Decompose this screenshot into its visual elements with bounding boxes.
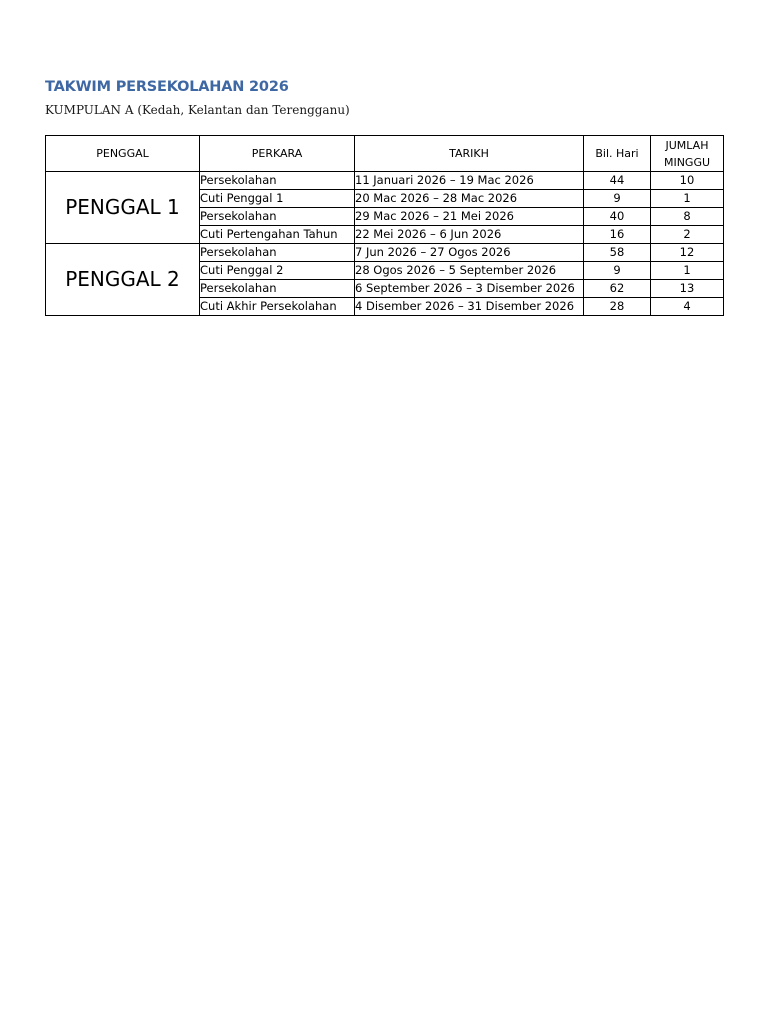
cell-tarikh: 29 Mac 2026 – 21 Mei 2026 xyxy=(355,208,584,226)
cell-perkara: Persekolahan xyxy=(200,244,355,262)
cell-tarikh: 22 Mei 2026 – 6 Jun 2026 xyxy=(355,226,584,244)
page-subtitle: KUMPULAN A (Kedah, Kelantan dan Terengganu) xyxy=(45,103,350,117)
term-label-penggal-2: PENGGAL 2 xyxy=(46,244,200,316)
cell-tarikh: 11 Januari 2026 – 19 Mac 2026 xyxy=(355,172,584,190)
cell-perkara: Persekolahan xyxy=(200,172,355,190)
header-jumlah-minggu-line1: JUMLAH xyxy=(665,138,709,152)
cell-tarikh: 28 Ogos 2026 – 5 September 2026 xyxy=(355,262,584,280)
table-row xyxy=(46,244,724,262)
header-penggal: PENGGAL xyxy=(46,136,200,172)
cell-minggu: 1 xyxy=(651,190,724,208)
school-calendar-table xyxy=(45,135,724,316)
cell-minggu: 13 xyxy=(651,280,724,298)
cell-perkara: Cuti Penggal 2 xyxy=(200,262,355,280)
cell-bil-hari: 44 xyxy=(584,172,651,190)
cell-bil-hari: 40 xyxy=(584,208,651,226)
table-header-row xyxy=(46,136,724,172)
cell-bil-hari: 9 xyxy=(584,190,651,208)
cell-minggu: 1 xyxy=(651,262,724,280)
header-jumlah-minggu-line2: MINGGU xyxy=(663,155,711,169)
header-perkara: PERKARA xyxy=(200,136,355,172)
cell-minggu: 2 xyxy=(651,226,724,244)
cell-perkara: Cuti Pertengahan Tahun xyxy=(200,226,355,244)
cell-minggu: 10 xyxy=(651,172,724,190)
table-row xyxy=(46,172,724,190)
page-title: TAKWIM PERSEKOLAHAN 2026 xyxy=(45,79,289,95)
cell-tarikh: 20 Mac 2026 – 28 Mac 2026 xyxy=(355,190,584,208)
term-label-penggal-1: PENGGAL 1 xyxy=(46,172,200,244)
cell-bil-hari: 9 xyxy=(584,262,651,280)
header-tarikh: TARIKH xyxy=(355,136,584,172)
cell-perkara: Persekolahan xyxy=(200,208,355,226)
cell-minggu: 8 xyxy=(651,208,724,226)
cell-bil-hari: 16 xyxy=(584,226,651,244)
cell-tarikh: 7 Jun 2026 – 27 Ogos 2026 xyxy=(355,244,584,262)
cell-perkara: Cuti Akhir Persekolahan xyxy=(200,298,355,316)
cell-bil-hari: 62 xyxy=(584,280,651,298)
table-body xyxy=(46,172,724,316)
cell-tarikh: 6 September 2026 – 3 Disember 2026 xyxy=(355,280,584,298)
cell-minggu: 12 xyxy=(651,244,724,262)
header-jumlah-minggu xyxy=(651,136,724,172)
cell-minggu: 4 xyxy=(651,298,724,316)
header-bil-hari: Bil. Hari xyxy=(584,136,651,172)
cell-bil-hari: 28 xyxy=(584,298,651,316)
cell-perkara: Cuti Penggal 1 xyxy=(200,190,355,208)
cell-bil-hari: 58 xyxy=(584,244,651,262)
cell-tarikh: 4 Disember 2026 – 31 Disember 2026 xyxy=(355,298,584,316)
cell-perkara: Persekolahan xyxy=(200,280,355,298)
